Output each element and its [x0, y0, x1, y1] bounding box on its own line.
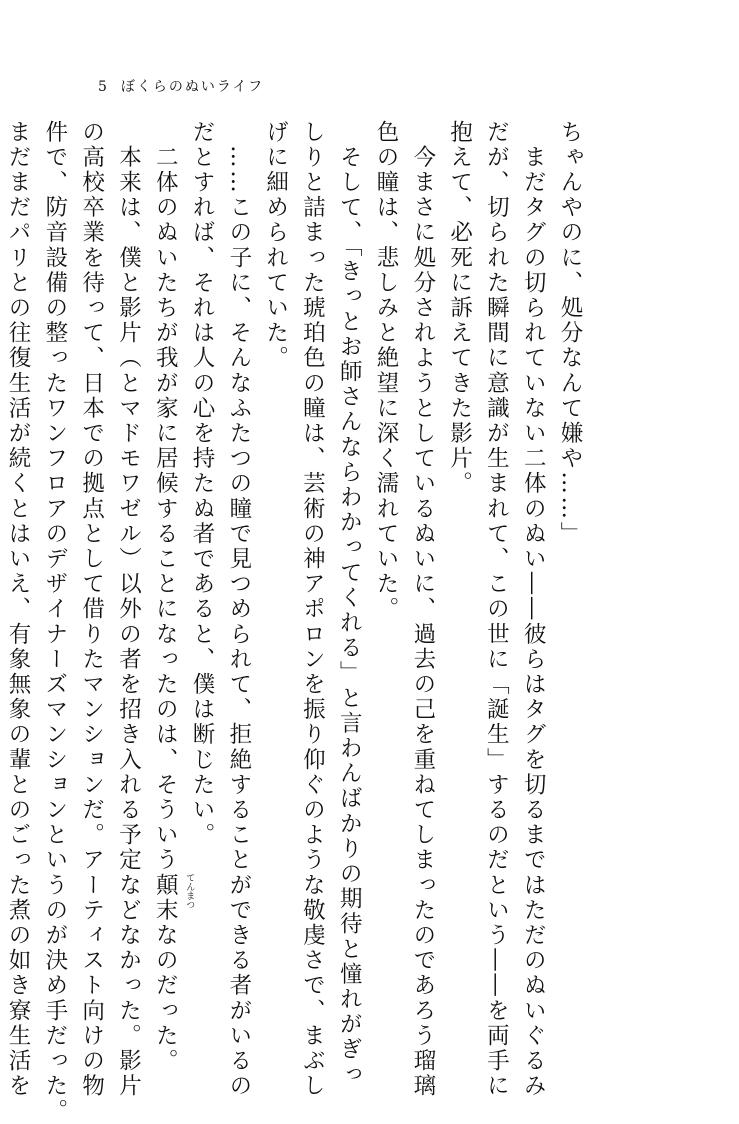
running-title: ぼくらのぬいライフ	[120, 79, 265, 95]
text-line: まだタグの切られていない二体のぬい――彼らはタグを切るまではただのぬいぐるみ	[520, 120, 547, 1099]
ruby-base: 顛末	[152, 873, 179, 924]
text-line: だとすれば、それは人の心を持たぬ者であると、僕は断じたい。	[189, 120, 216, 848]
text-line: 件で、防音設備の整ったワンフロアのデザイナーズマンションというのが決め手だった。	[41, 120, 68, 1124]
text-line: ……この子に、そんなふたつの瞳で見つめられて、拒絶することができる者がいるの	[225, 120, 252, 1099]
text-line: 色の瞳は、悲しみと絶望に深く濡れていた。	[373, 120, 400, 622]
vertical-body-text	[5, 120, 588, 1124]
text-line: げに細められていた。	[262, 120, 289, 371]
page-number: 5	[98, 79, 109, 95]
text-line: の高校卒業を待って、日本での拠点として借りたマンションだ。アーティスト向けの物	[78, 120, 105, 1099]
text-line: だが、切られた瞬間に意識が生まれて、この世に「誕生」するのだという――を両手に	[483, 120, 510, 1099]
text-segment: 二体のぬいたちが我が家に居候することになったのは、そういう	[152, 120, 179, 873]
text-line: 今まさに処分されようとしているぬいに、過去の己を重ねてしまったのであろう瑠璃	[409, 120, 436, 1099]
text-line: ちゃんやのに、処分なんて嫌や……」	[557, 120, 583, 547]
text-segment: なのだった。	[152, 923, 179, 1074]
text-line: 本来は、僕と影片（とマドモワゼル）以外の者を招き入れる予定などなかった。影片	[115, 120, 142, 1099]
text-line: しりと詰まった琥珀色の瞳は、芸術の神アポロンを振り仰ぐのような敬虔さで、まぶし	[299, 120, 326, 1099]
text-line: そして、「きっとお師さんならわかってくれる」と言わんばかりの期待と憧れがぎっ	[336, 120, 363, 1088]
text-line-with-ruby	[146, 120, 195, 1074]
ruby-annotation: てんまつ	[184, 873, 195, 909]
ruby-word	[146, 873, 195, 924]
running-header	[98, 76, 264, 96]
text-line: まだまだパリとの往復生活が続くとはいえ、有象無象の輩とのごった煮の如き寮生活を	[5, 120, 32, 1099]
text-line: 抱えて、必死に訴えてきた影片。	[446, 120, 473, 497]
